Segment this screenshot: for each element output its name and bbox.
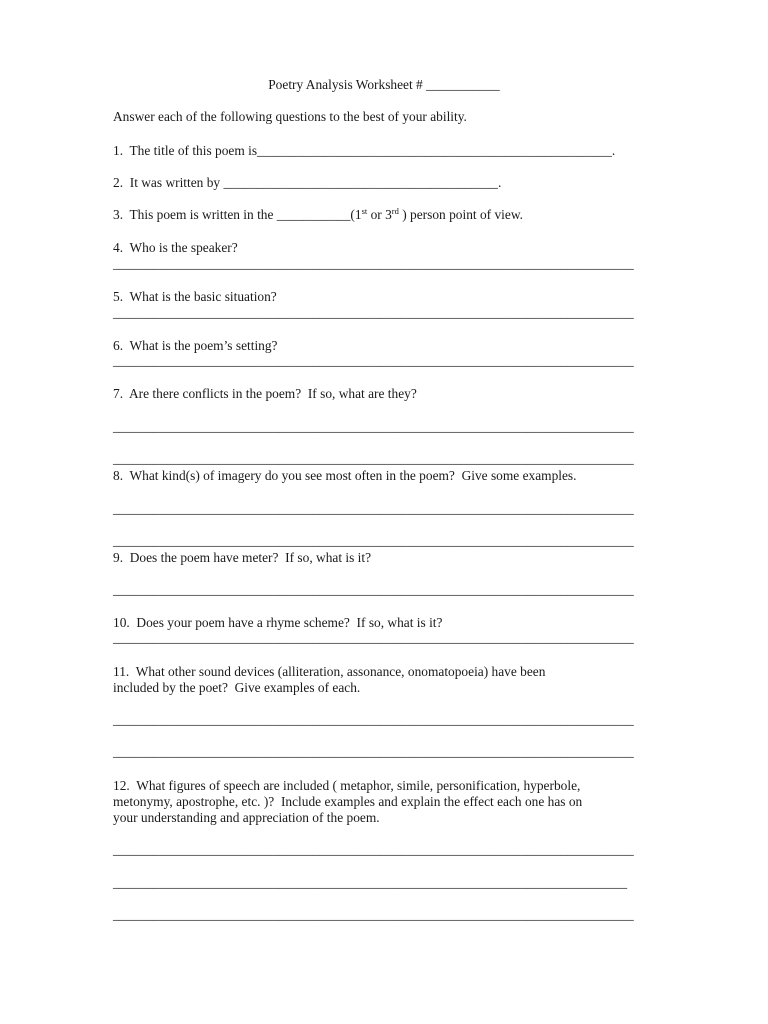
answer-line[interactable]: ______________________________________________________________________________ [113,712,634,727]
answer-line[interactable]: ______________________________________________________________________________ [113,582,634,597]
answer-line[interactable]: ______________________________________________________________________________ [113,744,634,759]
answer-line[interactable]: ______________________________________________________________________________ [113,451,634,466]
answer-line[interactable]: ______________________________________________________________________________ [113,630,634,645]
answer-line[interactable]: ______________________________________________________________________________ [113,533,634,548]
question-3-text: 3. This poem is written in the ___________(1 [113,207,362,222]
question-3-or: or 3 [367,207,392,222]
question-1: 1. The title of this poem is_____________________________________________________. [113,143,616,158]
question-12-line-2: metonymy, apostrophe, etc. )? Include examples and explain the effect each one has on [113,794,583,809]
question-10: 10. Does your poem have a rhyme scheme? If so, what is it? [113,615,443,630]
answer-line[interactable]: ______________________________________________________________________________ [113,419,634,434]
worksheet-title: Poetry Analysis Worksheet # ___________ [268,77,500,92]
question-9: 9. Does the poem have meter? If so, what is it? [113,550,372,565]
question-4: 4. Who is the speaker? [113,240,238,255]
question-11-line-2: included by the poet? Give examples of each. [113,680,361,695]
question-11-line-1: 11. What other sound devices (alliteration, assonance, onomatopoeia) have been [113,664,546,679]
question-12-line-1: 12. What figures of speech are included ( metaphor, simile, personification, hyperbole, [113,778,581,793]
question-2: 2. It was written by _________________________________________. [113,175,502,190]
question-3-end: ) person point of view. [398,207,523,222]
question-3 [113,207,523,223]
question-5: 5. What is the basic situation? [113,289,277,304]
answer-line[interactable]: ______________________________________________________________________________ [113,256,634,271]
answer-line[interactable]: ______________________________________________________________________________ [113,907,634,922]
question-8: 8. What kind(s) of imagery do you see most often in the poem? Give some examples. [113,468,577,483]
question-6: 6. What is the poem’s setting? [113,338,278,353]
ordinal-first: st [361,206,368,216]
answer-line[interactable]: ______________________________________________________________________________ [113,353,634,368]
answer-line[interactable]: ______________________________________________________________________________ [113,842,634,857]
question-12-line-3: your understanding and appreciation of the poem. [113,810,380,825]
instructions: Answer each of the following questions to the best of your ability. [113,109,467,124]
answer-line[interactable]: _____________________________________________________________________________ [113,875,627,890]
answer-line[interactable]: ______________________________________________________________________________ [113,305,634,320]
ordinal-third: rd [391,206,399,216]
question-7: 7. Are there conflicts in the poem? If so, what are they? [113,386,417,401]
answer-line[interactable]: ______________________________________________________________________________ [113,501,634,516]
